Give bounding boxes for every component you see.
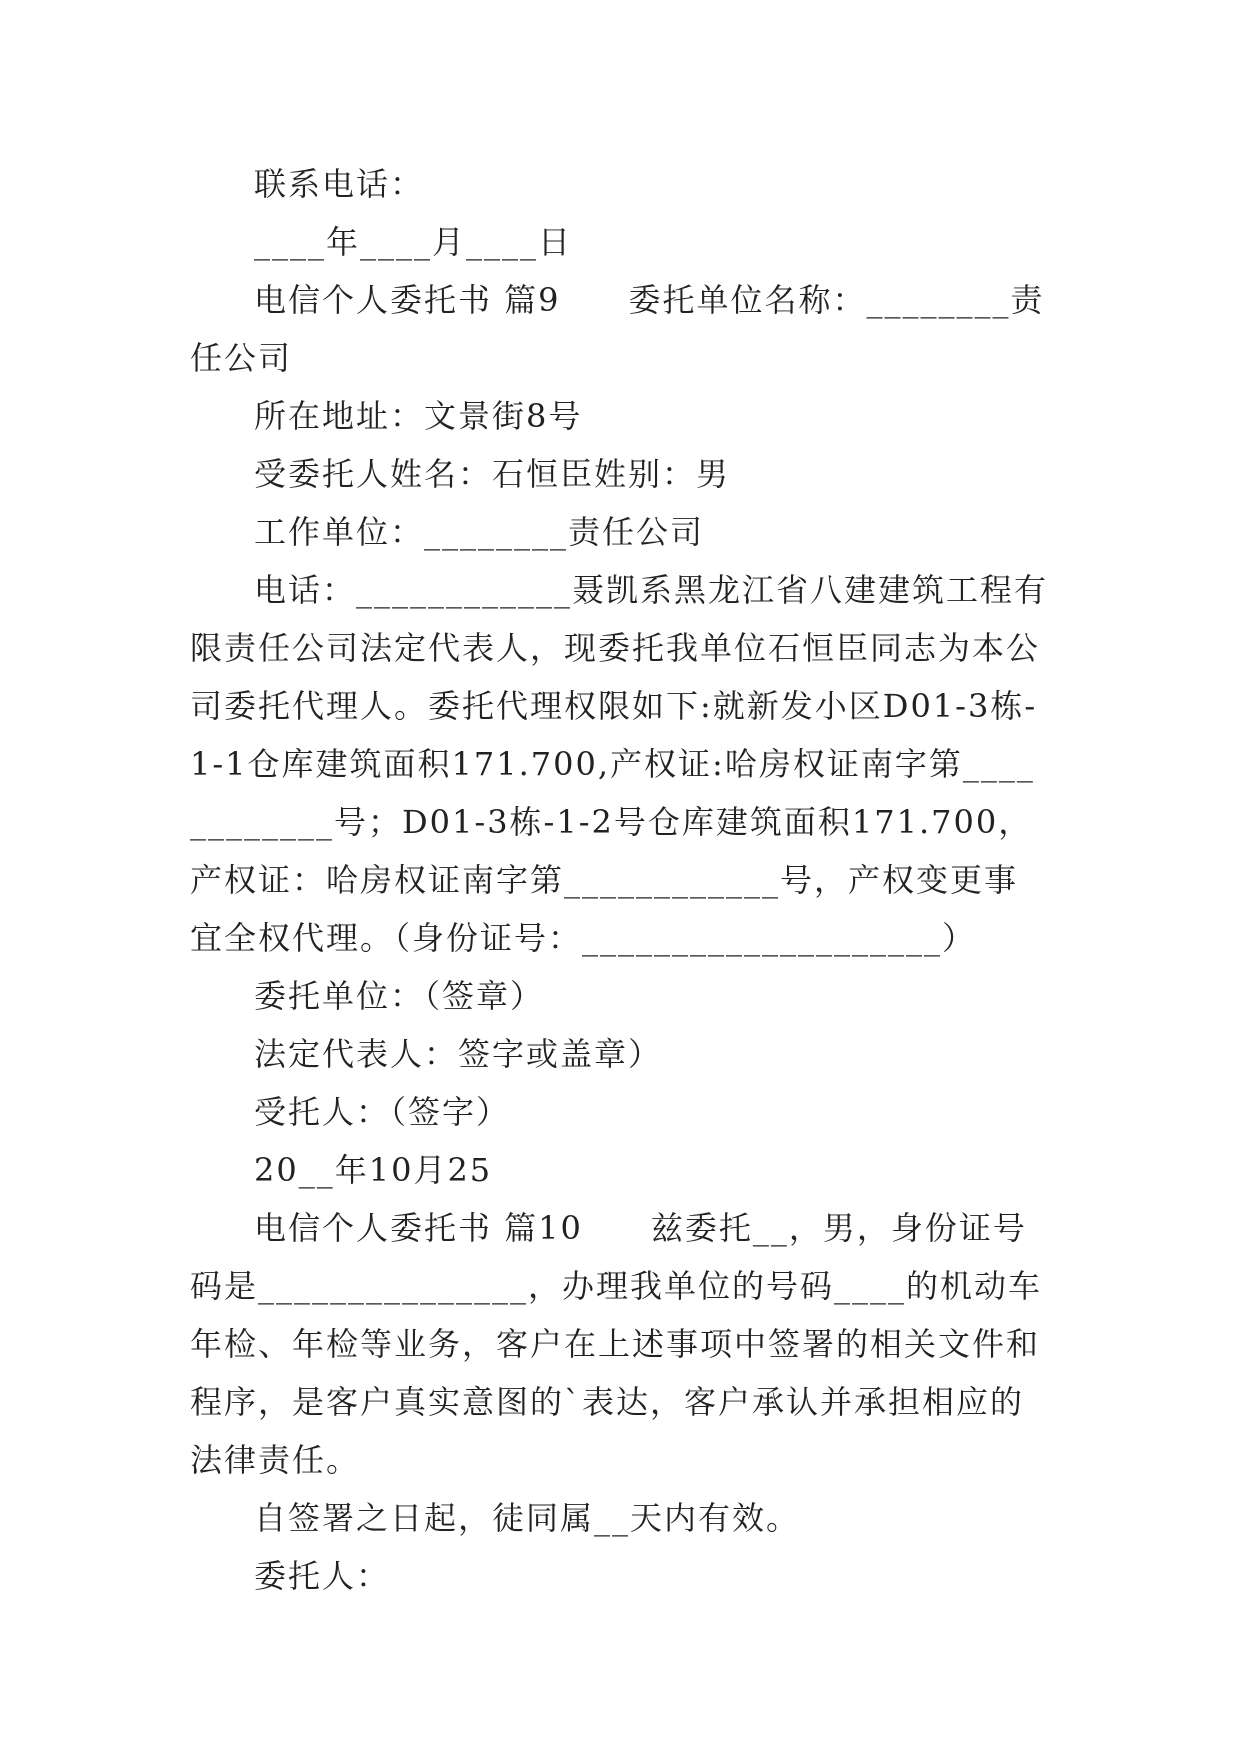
section-9-heading-paragraph: 电信个人委托书 篇9 委托单位名称：________责任公司 <box>190 281 1045 377</box>
validity-line: 自签署之日起，徒同属__天内有效。 <box>254 1499 801 1537</box>
document-body <box>190 155 1050 1605</box>
entrusting-unit-signature-line: 委托单位：（签章） <box>254 977 545 1015</box>
work-unit-line: 工作单位：________责任公司 <box>254 513 705 551</box>
contact-phone-line: 联系电话： <box>254 165 425 203</box>
signing-date-line: 20__年10月25 <box>254 1151 493 1189</box>
legal-representative-signature-line: 法定代表人：签字或盖章） <box>254 1035 663 1073</box>
trustee-name-line: 受委托人姓名：石恒臣姓别：男 <box>254 455 731 493</box>
trustee-signature-line: 受托人：（签字） <box>254 1093 511 1131</box>
authorization-body-paragraph: 电话：____________聂凯系黑龙江省八建建筑工程有限责任公司法定代表人，现委托我单位石恒臣同志为本公司委托代理人。委托代理权限如下:就新发小区D01-3栋-1-1仓库建筑面积171.700,产权证:哈房权证南字第____________号；D01-3栋-1-2号仓库建筑面积171.700，产权证：哈房权证南字第____________号，产权变更事宜全权代理。（身份证号：____________________） <box>190 571 1049 957</box>
address-line: 所在地址：文景街8号 <box>254 397 583 435</box>
principal-line: 委托人： <box>254 1557 391 1595</box>
section-10-paragraph: 电信个人委托书 篇10 兹委托__，男，身份证号码是_______________，办理我单位的号码____的机动车年检、年检等业务，客户在上述事项中签署的相关文件和程序，是客户真实意图的`表达，客户承认并承担相应的法律责任。 <box>190 1209 1043 1479</box>
date-line: ____年____月____日 <box>254 223 573 261</box>
